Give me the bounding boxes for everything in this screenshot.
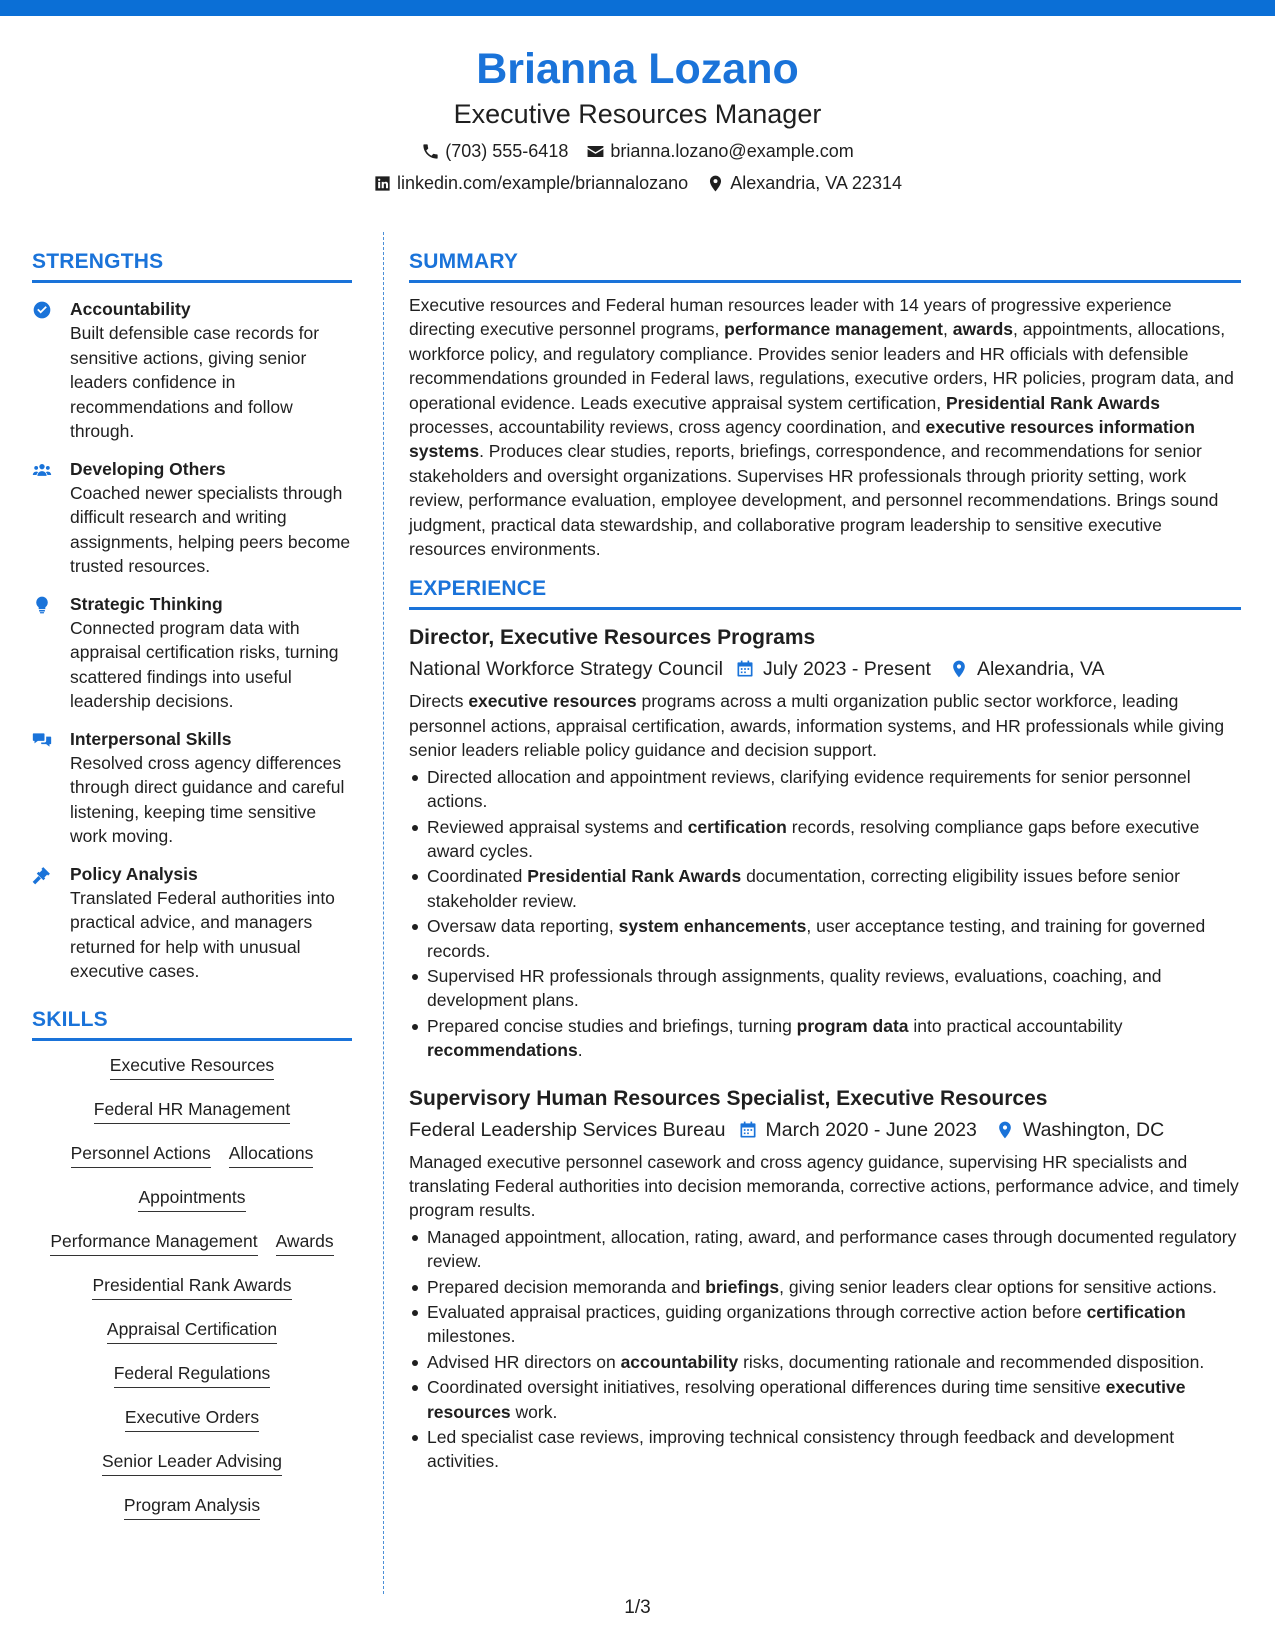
strength-desc: Connected program data with appraisal certification risks, turning scattered findings into useful leadership decisions. (70, 617, 339, 711)
experience-role (409, 624, 1241, 1062)
bullet-item: Directed allocation and appointment reviews, clarifying evidence requirements for senior personnel actions. (409, 765, 1241, 814)
bullet-item: Supervised HR professionals through assignments, quality reviews, evaluations, coaching, and development plans. (409, 964, 1241, 1013)
candidate-title: Executive Resources Manager (453, 99, 822, 129)
role-title: Director, Executive Resources Programs (409, 626, 816, 650)
experience-heading: EXPERIENCE (409, 575, 1241, 610)
linkedin-icon (373, 174, 392, 193)
role-description: Directs executive resources programs across a multi organization public sector workforce, leading personnel actions, appraisal certification, awards, information systems, and HR professionals while giving senior leaders reliable policy guidance and decision support. (409, 691, 1225, 761)
role-title: Supervisory Human Resources Specialist, Executive Resources (409, 1086, 1048, 1110)
skill-tag: Awards (276, 1229, 334, 1256)
strength-name: Strategic Thinking (70, 593, 223, 614)
skill-tag: Program Analysis (124, 1493, 260, 1520)
phone-text: (703) 555-6418 (445, 141, 569, 161)
contact-row-2 (0, 171, 1275, 195)
strength-name: Accountability (70, 299, 191, 319)
skill-tag: Performance Management (50, 1229, 257, 1256)
skill-tag: Federal HR Management (94, 1097, 290, 1124)
strength-name: Policy Analysis (70, 863, 198, 884)
skill-tag: Presidential Rank Awards (92, 1273, 291, 1300)
bullet-item: Reviewed appraisal systems and certification records, resolving compliance gaps before executive award cycles. (409, 815, 1241, 864)
role-description: Managed executive personnel casework and cross agency guidance, supervising HR specialists and translating Federal authorities into decision memoranda, corrective actions, performance advice, and timely program results. (409, 1151, 1239, 1221)
strength-name: Developing Others (70, 458, 226, 479)
role-location: Washington, DC (1022, 1118, 1165, 1141)
skill-row (32, 1449, 352, 1476)
bullet-item: Led specialist case reviews, improving technical consistency through feedback and development activities. (409, 1425, 1241, 1474)
bullet-item: Prepared decision memoranda and briefings, giving senior leaders clear options for sensitive actions. (409, 1275, 1241, 1299)
bullet-item: Prepared concise studies and briefings, turning program data into practical accountability recommendations. (409, 1014, 1241, 1063)
skill-row (32, 1185, 352, 1212)
skill-tag: Executive Orders (125, 1405, 259, 1432)
right-column (409, 248, 1241, 1475)
skill-row (32, 1097, 352, 1124)
role-meta (409, 655, 1241, 683)
left-column (32, 248, 352, 1537)
strength-desc: Coached newer specialists through difficult research and writing assignments, helping peers become trusted resources. (70, 482, 351, 576)
bullet-item: Advised HR directors on accountability risks, documenting rationale and recommended disposition. (409, 1350, 1241, 1374)
check-circle-icon (32, 300, 52, 320)
skill-tag: Executive Resources (110, 1053, 274, 1080)
skill-row (32, 1053, 352, 1080)
gavel-icon (32, 865, 52, 885)
map-pin-icon (995, 1120, 1015, 1140)
strength-desc: Resolved cross agency differences through direct guidance and careful listening, keeping time sensitive work moving. (70, 752, 345, 846)
strength-item (32, 862, 352, 984)
bullet-item: Oversaw data reporting, system enhancements, user acceptance testing, and training for governed records. (409, 914, 1241, 963)
skill-tag: Appointments (138, 1185, 245, 1212)
strengths-list (32, 297, 352, 984)
skill-row (32, 1141, 352, 1168)
skill-row (32, 1493, 352, 1520)
bullet-item: Coordinated Presidential Rank Awards documentation, correcting eligibility issues before senior stakeholder review. (409, 864, 1241, 913)
resume-header (0, 42, 1275, 195)
skill-tag: Allocations (229, 1141, 314, 1168)
users-icon (32, 460, 52, 480)
lightbulb-icon (32, 595, 52, 615)
map-pin-icon (949, 659, 969, 679)
skill-row (32, 1361, 352, 1388)
role-dates: March 2020 - June 2023 (765, 1118, 977, 1141)
skills-heading: SKILLS (32, 1006, 352, 1041)
role-dates: July 2023 - Present (762, 658, 931, 681)
experience-list (409, 624, 1241, 1473)
strength-item (32, 592, 352, 714)
location-item (706, 171, 902, 195)
skill-row (32, 1317, 352, 1344)
email-text[interactable]: brianna.lozano@example.com (610, 141, 854, 161)
strength-desc: Translated Federal authorities into practical advice, and managers returned for help with unusual executive cases. (70, 887, 335, 981)
strengths-heading: STRENGTHS (32, 248, 352, 283)
phone-item (421, 139, 568, 163)
role-bullets (409, 765, 1241, 1063)
envelope-icon (586, 142, 605, 161)
skill-row (32, 1273, 352, 1300)
bullet-item: Evaluated appraisal practices, guiding organizations through corrective action before certification milestones. (409, 1300, 1241, 1349)
strength-item (32, 727, 352, 849)
skill-tag: Appraisal Certification (107, 1317, 277, 1344)
map-pin-icon (706, 174, 725, 193)
skill-row (32, 1229, 352, 1256)
comments-icon (32, 730, 52, 750)
candidate-name: Brianna Lozano (476, 45, 799, 93)
strength-item (32, 457, 352, 579)
bullet-item: Managed appointment, allocation, rating, award, and performance cases through documented regulatory review. (409, 1225, 1241, 1274)
calendar-icon (735, 659, 755, 679)
skills-list (32, 1053, 352, 1520)
summary-heading: SUMMARY (409, 248, 1241, 283)
linkedin-item[interactable] (373, 171, 688, 195)
role-bullets (409, 1225, 1241, 1474)
strength-name: Interpersonal Skills (70, 728, 232, 749)
strength-desc: Built defensible case records for sensitive actions, giving senior leaders confidence in recommendations and follow through. (70, 323, 320, 441)
column-divider (383, 232, 384, 1594)
skill-tag: Personnel Actions (71, 1141, 211, 1168)
page-number: 1/3 (624, 1597, 651, 1618)
skill-tag: Senior Leader Advising (102, 1449, 282, 1476)
experience-role (409, 1085, 1241, 1474)
top-accent-bar (0, 0, 1275, 16)
bullet-item: Coordinated oversight initiatives, resolving operational differences during time sensitive executive resources work. (409, 1375, 1241, 1424)
role-location: Alexandria, VA (976, 658, 1105, 681)
email-item[interactable] (586, 139, 853, 163)
location-text: Alexandria, VA 22314 (730, 173, 902, 193)
skill-row (32, 1405, 352, 1432)
role-org: National Workforce Strategy Council (409, 658, 723, 681)
skill-tag: Federal Regulations (114, 1361, 271, 1388)
linkedin-text[interactable]: linkedin.com/example/briannalozano (397, 173, 689, 193)
contact-row-1 (0, 139, 1275, 163)
phone-icon (421, 142, 440, 161)
strength-item (32, 297, 352, 444)
calendar-icon (738, 1120, 758, 1140)
role-meta (409, 1116, 1241, 1144)
summary-text: Executive resources and Federal human resources leader with 14 years of progressive experience directing executive personnel programs, performance management, awards, appointments, allocations, workforce policy, and regulatory compliance. Provides senior leaders and HR officials with defensible recommendations grounded in Federal laws, regulations, executive orders, HR policies, program data, and operational evidence. Leads executive appraisal system certification, Presidential Rank Awards processes, accountability reviews, cross agency coordination, and executive resources information systems. Produces clear studies, reports, briefings, correspondence, and recommendations for senior stakeholders and oversight organizations. Supervises HR professionals through priority setting, work review, performance evaluation, employee development, and personnel recommendations. Brings sound judgment, practical data stewardship, and collaborative program leadership to sensitive executive resources environments. (409, 295, 1234, 560)
role-org: Federal Leadership Services Bureau (409, 1118, 726, 1141)
